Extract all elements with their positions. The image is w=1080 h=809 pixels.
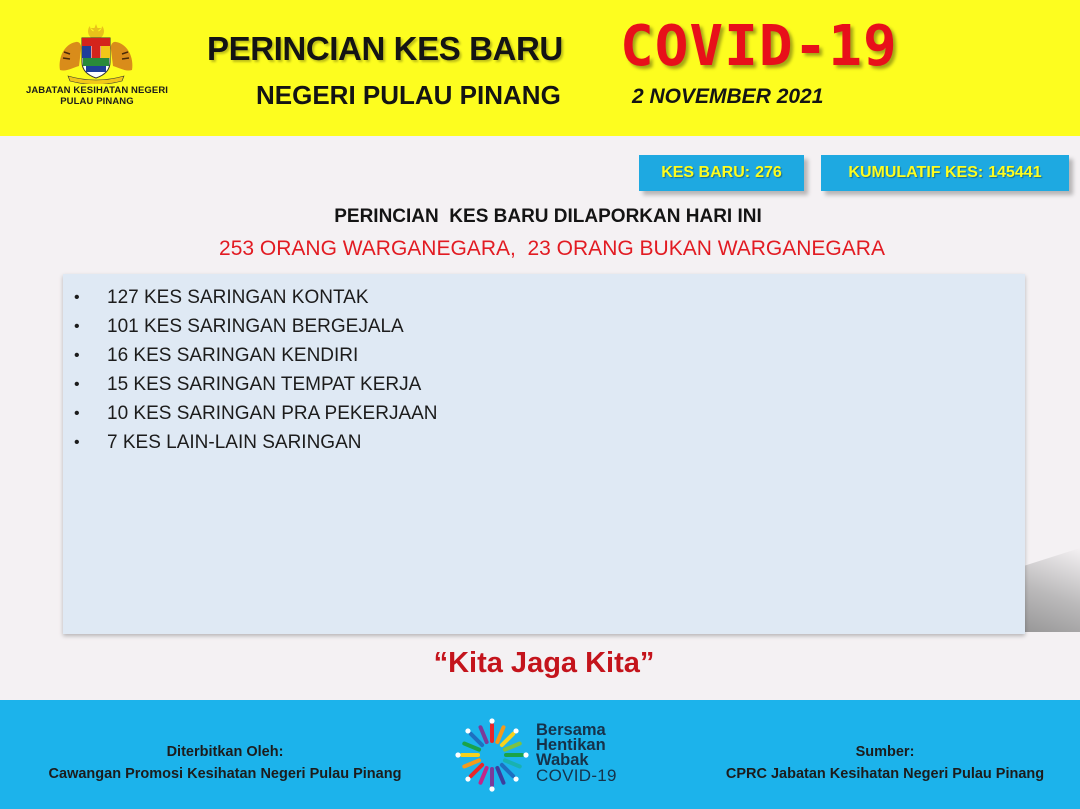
bullet-icon: • <box>74 317 80 335</box>
new-cases-label: KES BARU: <box>661 164 751 181</box>
list-item <box>73 283 438 312</box>
coat-of-arms-icon <box>54 22 138 84</box>
new-cases-value: 276 <box>755 164 782 181</box>
list-item-text: 101 KES SARINGAN BERGEJALA <box>107 315 404 337</box>
publisher-label: Diterbitkan Oleh: <box>166 744 284 760</box>
cumulative-cases-badge <box>821 155 1069 191</box>
citizenship-breakdown: 253 ORANG WARGANEGARA, 23 ORANG BUKAN WARGANEGARA <box>219 237 885 260</box>
department-line-2: PULAU PINANG <box>60 96 134 107</box>
list-item-text: 16 KES SARINGAN KENDIRI <box>107 344 359 366</box>
bullet-icon: • <box>74 433 80 451</box>
bullet-icon: • <box>74 346 80 364</box>
bullet-icon: • <box>74 288 80 306</box>
list-item-text: 7 KES LAIN-LAIN SARINGAN <box>107 431 362 453</box>
case-breakdown-panel <box>63 274 1025 634</box>
panel-shadow <box>1022 548 1080 632</box>
state-title: NEGERI PULAU PINANG <box>256 80 561 110</box>
list-item-text: 127 KES SARINGAN KONTAK <box>107 286 369 308</box>
source-label: Sumber: <box>855 744 915 760</box>
list-item <box>73 428 438 457</box>
header-banner <box>0 0 1080 136</box>
page-title: PERINCIAN KES BARU <box>207 30 563 67</box>
campaign-line-2: Hentikan <box>536 736 606 754</box>
cumulative-cases-label: KUMULATIF KES: <box>848 164 984 181</box>
slogan: “Kita Jaga Kita” <box>433 647 655 679</box>
list-item <box>73 370 438 399</box>
list-item <box>73 312 438 341</box>
cumulative-cases-value: 145441 <box>988 164 1042 181</box>
list-item-text: 15 KES SARINGAN TEMPAT KERJA <box>107 373 422 395</box>
campaign-line-3: Wabak <box>536 751 589 769</box>
detail-heading: PERINCIAN KES BARU DILAPORKAN HARI INI <box>334 206 762 227</box>
footer-banner <box>0 700 1080 809</box>
department-name <box>0 85 194 107</box>
source-name: CPRC Jabatan Kesihatan Negeri Pulau Pinang <box>725 766 1045 782</box>
new-cases-badge <box>639 155 804 191</box>
report-date: 2 NOVEMBER 2021 <box>632 85 824 108</box>
case-breakdown-list <box>73 283 438 457</box>
publisher-name: Cawangan Promosi Kesihatan Negeri Pulau Pinang <box>48 766 402 782</box>
bullet-icon: • <box>74 404 80 422</box>
campaign-line-1: Bersama <box>536 721 606 739</box>
publisher-block <box>20 741 430 785</box>
list-item <box>73 399 438 428</box>
source-block <box>700 741 1070 785</box>
bullet-icon: • <box>74 375 80 393</box>
department-line-1: JABATAN KESIHATAN NEGERI <box>25 85 169 96</box>
burst-ring-logo-icon <box>452 715 532 795</box>
campaign-line-4: COVID-19 <box>536 766 617 785</box>
covid-title: COVID-19 <box>620 14 898 79</box>
campaign-logo-text <box>536 723 617 783</box>
list-item <box>73 341 438 370</box>
list-item-text: 10 KES SARINGAN PRA PEKERJAAN <box>107 402 438 424</box>
